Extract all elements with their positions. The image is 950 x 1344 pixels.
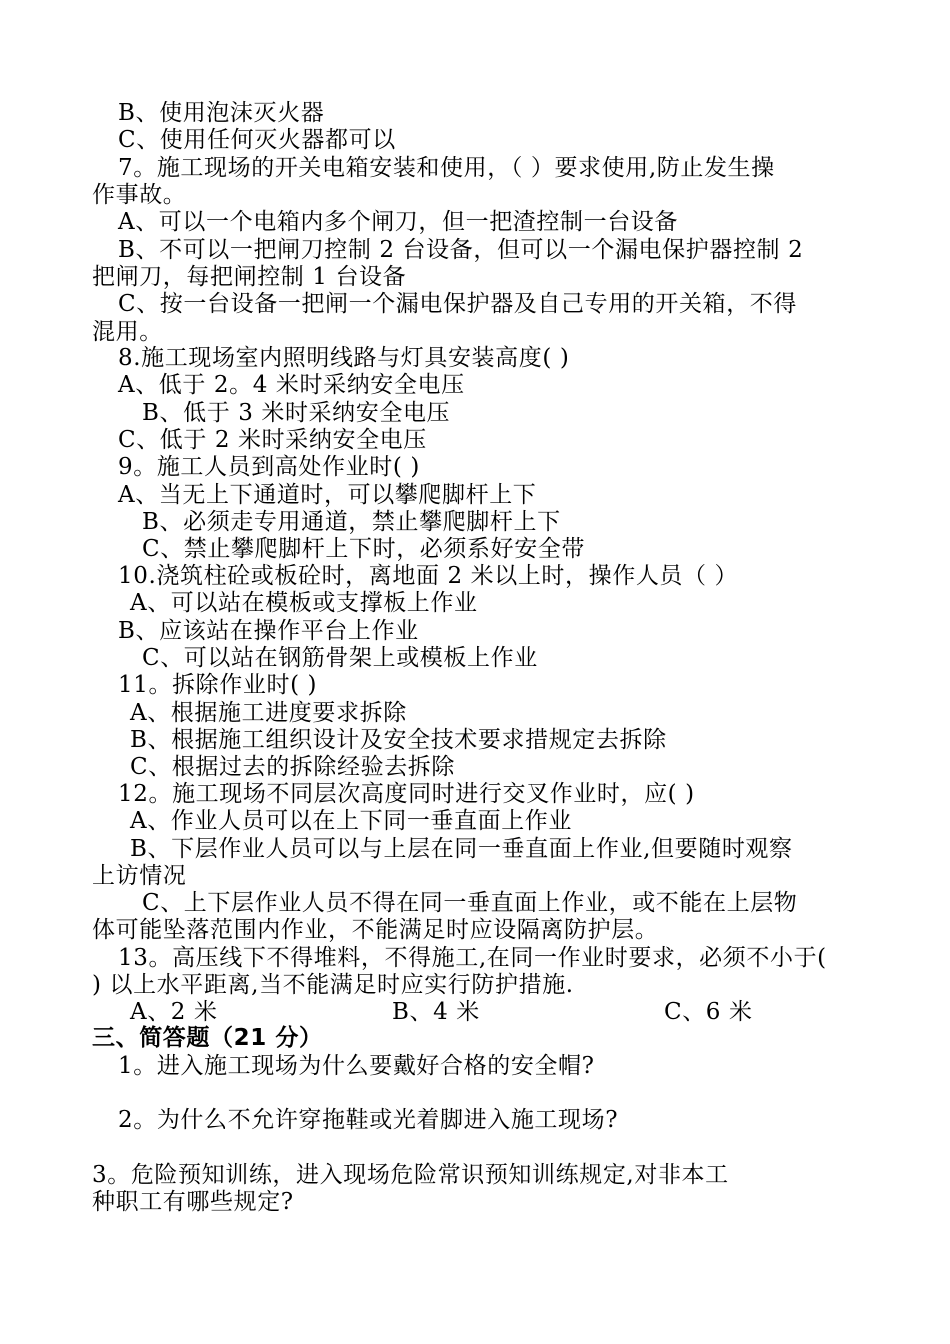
q13-option-b: B、4 米 — [392, 999, 480, 1025]
q8-option-c: C、低于 2 米时采纳安全电压 — [118, 427, 427, 453]
short-q2: 2。为什么不允许穿拖鞋或光着脚进入施工现场? — [118, 1107, 619, 1133]
q13-option-c: C、6 米 — [664, 999, 753, 1025]
q8-option-b: B、低于 3 米时采纳安全电压 — [142, 400, 451, 426]
short-q3-cont: 种职工有哪些规定? — [92, 1189, 294, 1215]
q13-stem: 13。高压线下不得堆料，不得施工,在同一作业时要求，必须不小于( — [118, 945, 827, 971]
q7-option-a: A、可以一个电箱内多个闸刀，但一把渣控制一台设备 — [118, 209, 679, 235]
q11-stem: 11。拆除作业时( ) — [118, 672, 318, 698]
q9-option-b: B、必须走专用通道，禁止攀爬脚杆上下 — [142, 509, 561, 535]
q7-option-b: B、不可以一把闸刀控制 2 台设备，但可以一个漏电保护器控制 2 — [118, 237, 804, 263]
section-heading: 三、简答题（21 分） — [92, 1025, 323, 1051]
q13-option-a: A、2 米 — [130, 999, 218, 1025]
q11-option-a: A、根据施工进度要求拆除 — [130, 700, 407, 726]
short-q3: 3。危险预知训练，进入现场危险常识预知训练规定,对非本工 — [92, 1162, 729, 1188]
q12-stem: 12。施工现场不同层次高度同时进行交叉作业时，应( ) — [118, 781, 695, 807]
q12-option-b: B、下层作业人员可以与上层在同一垂直面上作业,但要随时观察 — [130, 836, 793, 862]
q12-option-a: A、作业人员可以在上下同一垂直面上作业 — [130, 808, 573, 834]
q10-option-c: C、可以站在钢筋骨架上或模板上作业 — [142, 645, 538, 671]
q12-option-b-cont: 上访情况 — [92, 863, 187, 889]
q10-option-b: B、应该站在操作平台上作业 — [118, 618, 419, 644]
q9-stem: 9。施工人员到高处作业时( ) — [118, 454, 420, 480]
q7-option-c: C、按一台设备一把闸一个漏电保护器及自己专用的开关箱，不得 — [118, 291, 797, 317]
q10-stem: 10.浇筑柱砼或板砼时，离地面 2 米以上时，操作人员（ ） — [118, 563, 739, 589]
q6-option-c: C、使用任何灭火器都可以 — [118, 127, 396, 153]
q10-option-a: A、可以站在模板或支撑板上作业 — [130, 590, 478, 616]
q8-stem: 8.施工现场室内照明线路与灯具安装高度( ) — [118, 345, 570, 371]
q9-option-a: A、当无上下通道时，可以攀爬脚杆上下 — [118, 482, 537, 508]
q7-option-c-cont: 混用。 — [92, 319, 163, 345]
short-q1: 1。进入施工现场为什么要戴好合格的安全帽? — [118, 1053, 595, 1079]
q7-stem-cont: 作事故。 — [92, 182, 187, 208]
q6-option-b: B、使用泡沫灭火器 — [118, 100, 325, 126]
q7-stem: 7。施工现场的开关电箱安装和使用，（ ）要求使用,防止发生操 — [118, 155, 775, 181]
q11-option-b: B、根据施工组织设计及安全技术要求措规定去拆除 — [130, 727, 667, 753]
q12-option-c-cont: 体可能坠落范围内作业，不能满足时应设隔离防护层。 — [92, 917, 659, 943]
q13-stem-cont: ) 以上水平距离,当不能满足时应实行防护措施. — [92, 972, 574, 998]
q9-option-c: C、禁止攀爬脚杆上下时，必须系好安全带 — [142, 536, 585, 562]
q7-option-b-cont: 把闸刀，每把闸控制 1 台设备 — [92, 264, 407, 290]
q8-option-a: A、低于 2。4 米时采纳安全电压 — [118, 372, 465, 398]
q11-option-c: C、根据过去的拆除经验去拆除 — [130, 754, 455, 780]
q12-option-c: C、上下层作业人员不得在同一垂直面上作业，或不能在上层物 — [142, 890, 798, 916]
